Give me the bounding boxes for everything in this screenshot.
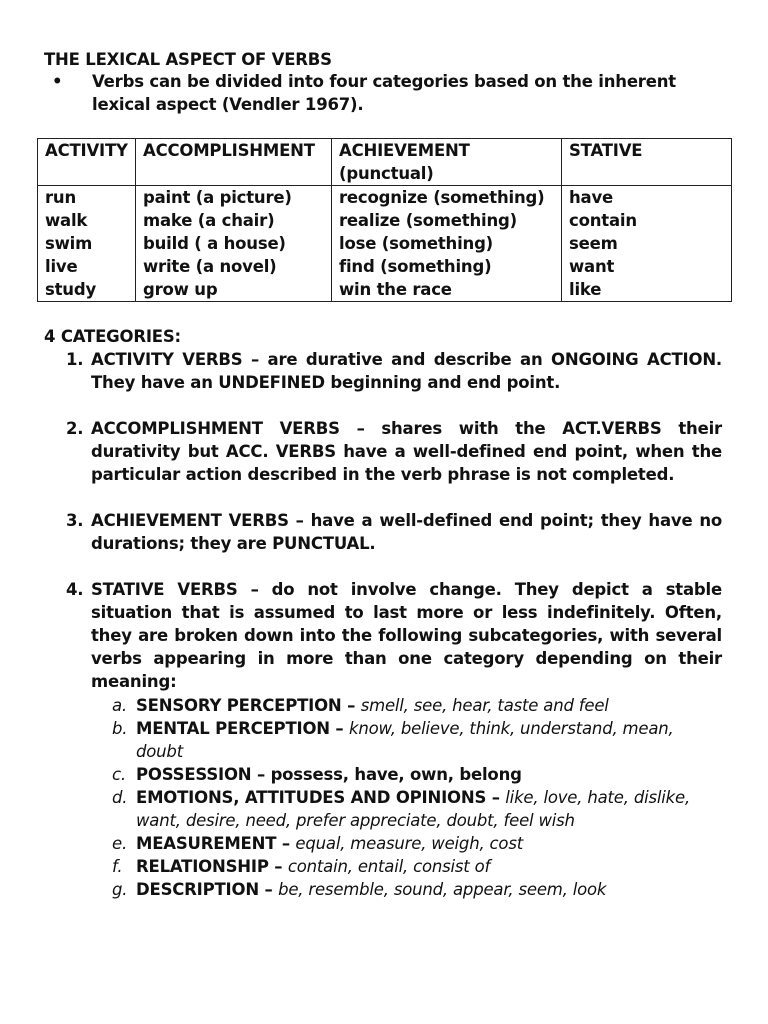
- table-cell: find (something): [339, 257, 492, 276]
- subcategory-examples: equal, measure, weigh, cost: [295, 834, 523, 853]
- table-cell: study: [45, 280, 97, 299]
- list-letter: b.: [112, 719, 128, 738]
- list-letter: a.: [112, 696, 127, 715]
- category-item-achievement: [66, 509, 722, 555]
- document-title: THE LEXICAL ASPECT OF VERBS: [44, 50, 332, 69]
- bullet-icon: •: [52, 72, 63, 91]
- subcategory-examples: be, resemble, sound, appear, seem, look: [278, 880, 607, 899]
- list-number: 3.: [66, 511, 84, 530]
- list-number: 2.: [66, 419, 84, 438]
- list-letter: d.: [112, 788, 128, 807]
- table-cell: win the race: [339, 280, 452, 299]
- list-letter: f.: [112, 857, 123, 876]
- subcategory-possession: [112, 763, 712, 786]
- intro-text: Verbs can be divided into four categories based on the inherent lexical aspect (Vendler 1967).: [92, 72, 676, 114]
- subcategory-label: MENTAL PERCEPTION –: [136, 719, 344, 738]
- subcategory-emotions-attitudes-opinions: [112, 786, 712, 832]
- column-achievement-cell: [332, 186, 562, 302]
- header-achievement: [332, 139, 562, 186]
- verb-categories-table: [37, 138, 732, 302]
- subcategory-examples: know, believe, think, understand, mean, doubt: [136, 719, 674, 761]
- categories-list: [66, 348, 722, 716]
- table-cell: build ( a house): [143, 234, 286, 253]
- list-number: 4.: [66, 580, 84, 599]
- subcategory-examples: smell, see, hear, taste and feel: [360, 696, 609, 715]
- subcategory-relationship: [112, 855, 712, 878]
- column-activity-cell: [38, 186, 136, 302]
- list-letter: c.: [112, 765, 126, 784]
- header-stative: [562, 139, 732, 186]
- intro-bullet-item: [52, 70, 710, 116]
- stative-subcategories-list: [112, 694, 712, 901]
- subcategory-examples: possess, have, own, belong: [270, 765, 522, 784]
- table-cell: like: [569, 280, 602, 299]
- table-cell: make (a chair): [143, 211, 275, 230]
- table-header-row: [38, 139, 732, 186]
- list-letter: e.: [112, 834, 127, 853]
- table-cell: lose (something): [339, 234, 494, 253]
- list-letter: g.: [112, 880, 128, 899]
- table-cell: live: [45, 257, 78, 276]
- table-cell: paint (a picture): [143, 188, 292, 207]
- table-row: [38, 186, 732, 302]
- category-item-accomplishment: [66, 417, 722, 486]
- subcategory-label: RELATIONSHIP –: [136, 857, 283, 876]
- table-cell: seem: [569, 234, 618, 253]
- subcategory-examples: like, love, hate, dislike, want, desire, need, prefer appreciate, doubt, feel wish: [136, 788, 691, 830]
- subcategory-label: DESCRIPTION –: [136, 880, 273, 899]
- subcategory-description: [112, 878, 712, 901]
- table-cell: write (a novel): [143, 257, 277, 276]
- table-cell: want: [569, 257, 615, 276]
- table-cell: grow up: [143, 280, 218, 299]
- table-cell: contain: [569, 211, 637, 230]
- subcategory-sensory-perception: [112, 694, 712, 717]
- header-activity: [38, 139, 136, 186]
- table-cell: swim: [45, 234, 93, 253]
- list-number: 1.: [66, 350, 84, 369]
- subcategory-examples: contain, entail, consist of: [287, 857, 491, 876]
- category-item-stative: [66, 578, 722, 693]
- header-accomplishment: [136, 139, 332, 186]
- category-text: STATIVE VERBS – do not involve change. They depict a stable situation that is assumed to last more or less indefinitely. Often, they are broken down into the following subcategories, with several verbs appearing in more than one category depending on their meaning:: [91, 580, 722, 691]
- table-cell: recognize (something): [339, 188, 545, 207]
- column-stative-cell: [562, 186, 732, 302]
- header-accomplishment-label: ACCOMPLISHMENT: [143, 141, 315, 160]
- category-text: ACHIEVEMENT VERBS – have a well-defined end point; they have no durations; they are PUNCTUAL.: [91, 511, 722, 553]
- subcategory-label: POSSESSION –: [136, 765, 266, 784]
- category-text: ACTIVITY VERBS – are durative and describe an ONGOING ACTION. They have an UNDEFINED beginning and end point.: [91, 350, 722, 392]
- category-text: ACCOMPLISHMENT VERBS – shares with the ACT.VERBS their durativity but ACC. VERBS have a well-defined end point, when the particular action described in the verb phrase is not completed.: [91, 419, 722, 484]
- header-achievement-sublabel: (punctual): [339, 164, 434, 183]
- table-cell: have: [569, 188, 614, 207]
- table-cell: walk: [45, 211, 88, 230]
- header-activity-label: ACTIVITY: [45, 141, 128, 160]
- header-achievement-label: ACHIEVEMENT: [339, 141, 470, 160]
- subcategory-label: MEASUREMENT –: [136, 834, 290, 853]
- subcategory-label: SENSORY PERCEPTION –: [136, 696, 356, 715]
- subcategory-mental-perception: [112, 717, 712, 763]
- subcategory-measurement: [112, 832, 712, 855]
- table-cell: run: [45, 188, 77, 207]
- header-stative-label: STATIVE: [569, 141, 643, 160]
- category-item-activity: [66, 348, 722, 394]
- column-accomplishment-cell: [136, 186, 332, 302]
- categories-heading: 4 CATEGORIES:: [44, 327, 181, 346]
- table-cell: realize (something): [339, 211, 517, 230]
- subcategory-label: EMOTIONS, ATTITUDES AND OPINIONS –: [136, 788, 500, 807]
